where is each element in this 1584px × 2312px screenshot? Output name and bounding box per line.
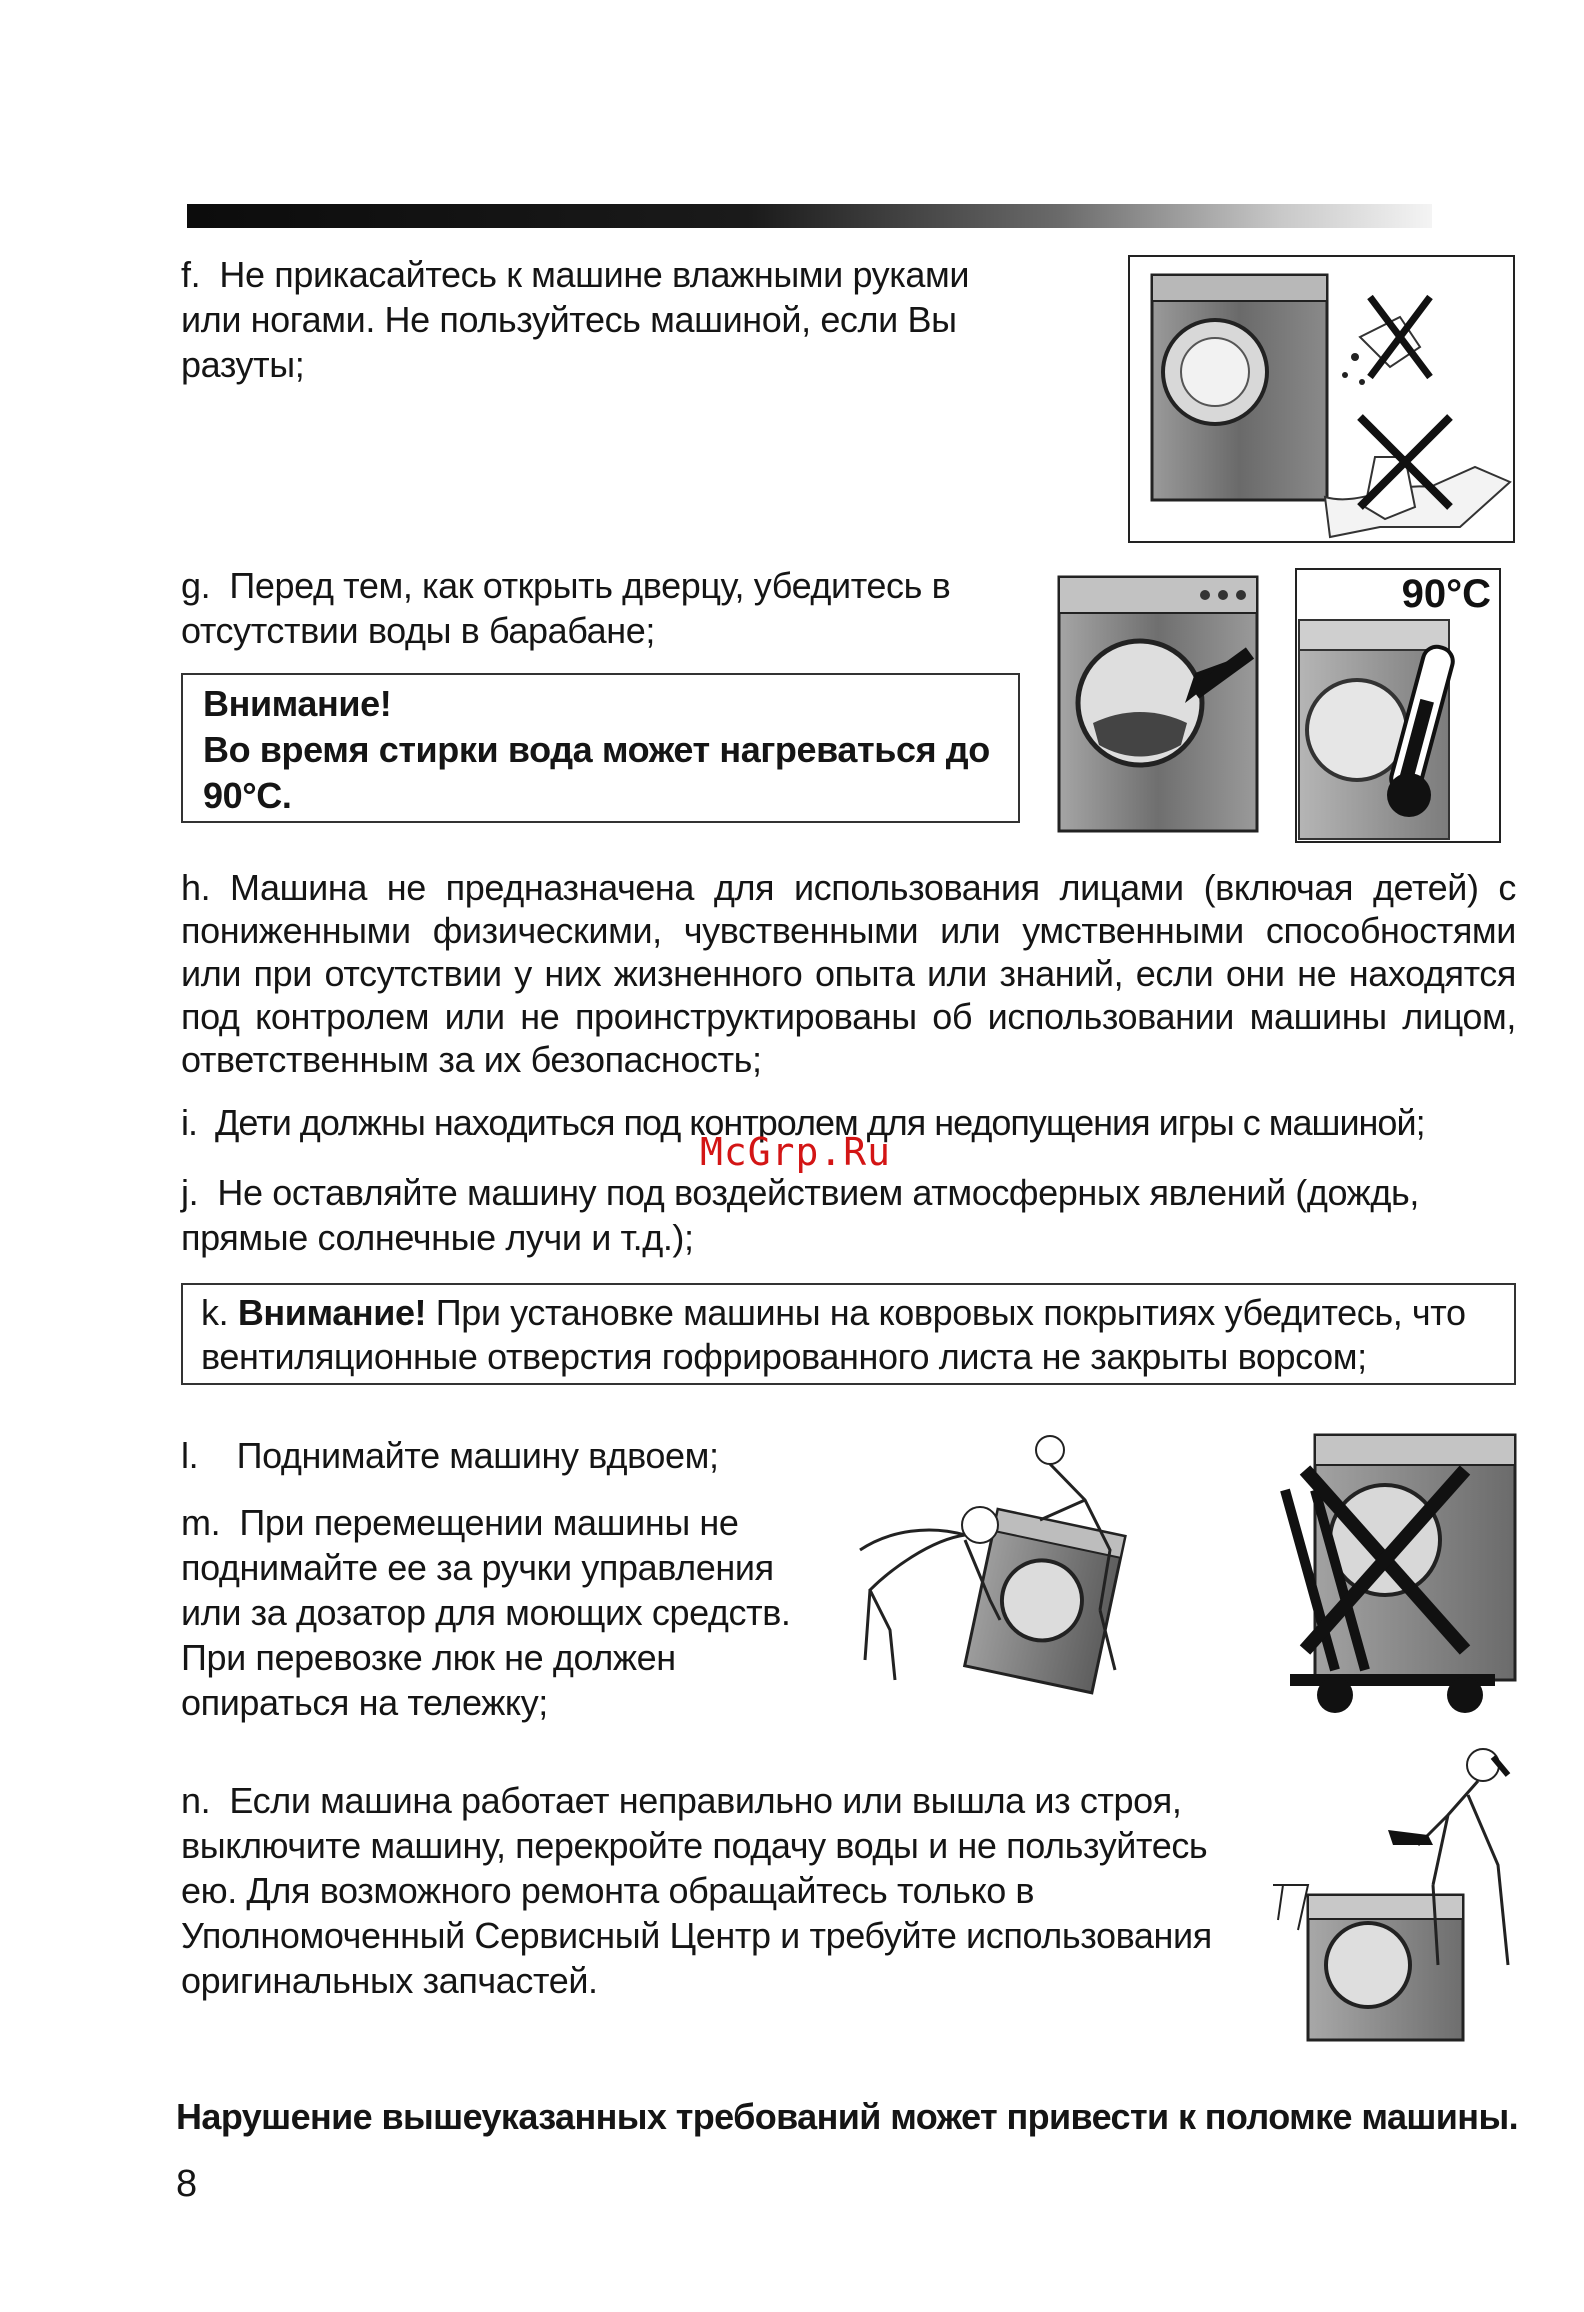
item-f-text: f. Не прикасайтесь к машине влажными руками или ногами. Не пользуйтесь машиной, если Вы разуты;: [181, 254, 970, 385]
carpet-installation-warning-box: [181, 1283, 1516, 1385]
section-header-bar: [187, 204, 1432, 228]
item-j-text: j. Не оставляйте машину под воздействием атмосферных явлений (дождь, прямые солнечные лучи и т.д.);: [181, 1172, 1419, 1258]
warning-title: Внимание!: [203, 683, 392, 724]
item-m-text: m. При перемещении машины не поднимайте ее за ручки управления или за дозатор для моющих средств. При перевозке люк не должен опираться на тележку;: [181, 1502, 791, 1723]
item-l-text: l. Поднимайте машину вдвоем;: [181, 1435, 719, 1476]
watermark-text: McGrp.Ru: [700, 1130, 892, 1174]
k-box-text: [201, 1291, 1494, 1379]
warning-body: Во время стирки вода может нагреваться до 90°С.: [203, 729, 990, 816]
k-box-label: Внимание!: [237, 1292, 427, 1333]
hot-water-thermometer-illustration: [1295, 568, 1501, 843]
hot-water-warning-box: [181, 673, 1020, 823]
k-box-body: При установке машины на ковровых покрытиях убедитесь, что вентиляционные отверстия гофрированного листа не закрыты ворсом;: [201, 1292, 1466, 1377]
temperature-label: 90°С: [1401, 572, 1491, 616]
trolley-transport-prohibited-illustration: [1275, 1430, 1525, 1720]
item-h-text: h. Машина не предназначена для использования лицами (включая детей) с пониженными физическими, чувственными или умственными способностями или при отсутствии у них жизненного опыта или знаний, если они не находятся под контролем или не проинструктированы об использовании машины лицом, ответственным за их безопасность;: [181, 867, 1516, 1080]
page-number: 8: [176, 2163, 197, 2205]
water-in-drum-illustration: [1055, 573, 1262, 835]
item-i-text: i. Дети должны находиться под контролем для недопущения игры с машиной;: [181, 1102, 1425, 1143]
two-people-lifting-illustration: [850, 1430, 1150, 1700]
wet-hands-barefoot-illustration: [1128, 255, 1515, 543]
call-service-center-illustration: [1268, 1735, 1526, 2045]
item-g-text: g. Перед тем, как открыть дверцу, убедитесь в отсутствии воды в барабане;: [181, 565, 951, 651]
item-n-text: n. Если машина работает неправильно или вышла из строя, выключите машину, перекройте подачу воды и не пользуйтесь ею. Для возможного ремонта обращайтесь только в Уполномоченный Сервисный Центр и требуйте использования оригинальных запчастей.: [181, 1780, 1212, 2001]
footer-warning: Нарушение вышеуказанных требований может привести к поломке машины.: [176, 2096, 1518, 2137]
k-box-prefix: k.: [201, 1292, 238, 1333]
